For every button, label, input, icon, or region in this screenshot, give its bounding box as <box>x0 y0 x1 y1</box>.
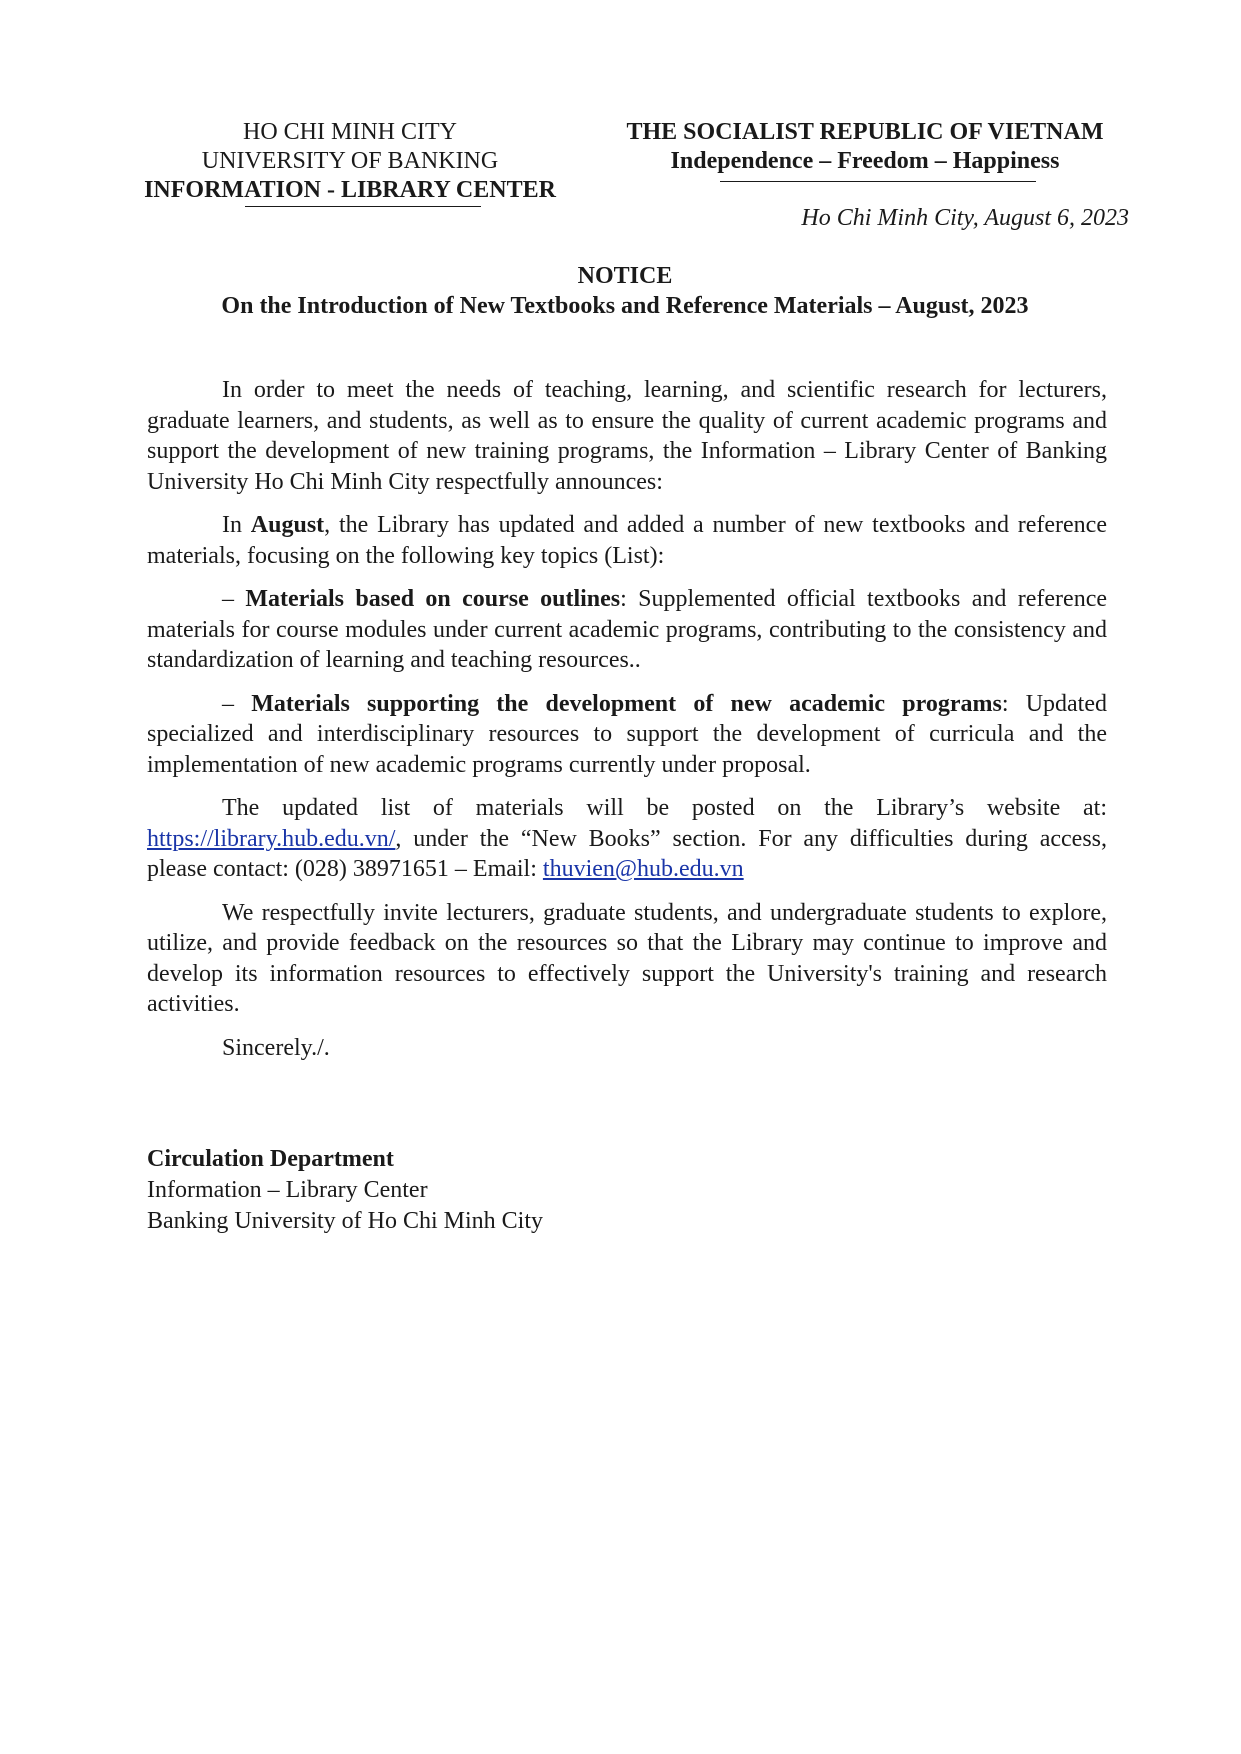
notice-title: NOTICE <box>577 263 673 289</box>
p4-text: : Updated specialized and interdisciplinary resources to support the development of curricula and the implementation of new academic programs currently under proposal. <box>147 690 1108 778</box>
signature-center: Information – Library Center <box>147 1177 428 1203</box>
paragraph-intro: In order to meet the needs of teaching, learning, and scientific research for lecturers, graduate learners, and students, as well as to ensure the quality of current academic programs and support the development of new training programs, the Information – Library Center of Banking University Ho Chi Minh City respectfully announces: <box>147 377 1107 495</box>
p5-prefix: The updated list of materials will be posted on the Library’s website at: <box>222 795 1107 821</box>
notice-title-block <box>130 261 1120 321</box>
paragraph-august-update <box>147 510 1107 571</box>
signature-university: Banking University of Ho Chi Minh City <box>147 1208 543 1234</box>
motto-underline <box>720 181 1036 182</box>
p3-heading: Materials based on course outlines <box>245 586 621 612</box>
p2-suffix: , the Library has updated and added a number of new textbooks and reference materials, focusing on the following key topics (List): <box>147 512 1107 569</box>
issuer-city: HO CHI MINH CITY <box>243 119 457 145</box>
national-title: THE SOCIALIST REPUBLIC OF VIETNAM <box>626 119 1104 145</box>
notice-subtitle: On the Introduction of New Textbooks and Reference Materials – August, 2023 <box>221 293 1029 319</box>
document-date: Ho Chi Minh City, August 6, 2023 <box>801 205 1129 231</box>
issuer-university: UNIVERSITY OF BANKING <box>201 148 499 174</box>
signature-block <box>147 1144 543 1237</box>
p3-dash: – <box>222 586 246 612</box>
national-motto: Independence – Freedom – Happiness <box>670 148 1060 174</box>
p4-heading: Materials supporting the development of new academic programs <box>251 690 1002 717</box>
paragraph-new-programs <box>147 689 1107 781</box>
issuer-underline <box>245 206 481 207</box>
library-email-link[interactable]: thuvien@hub.edu.vn <box>542 856 744 882</box>
paragraph-closing: Sincerely./. <box>222 1034 330 1061</box>
p2-month: August <box>250 512 325 538</box>
p2-prefix: In <box>222 512 251 538</box>
p3-text: : Supplemented official textbooks and reference materials for course modules under current academic programs, contributing to the consistency and standardization of learning and teaching resources.. <box>147 586 1108 673</box>
national-header <box>600 118 1130 176</box>
paragraph-course-outlines <box>147 584 1107 676</box>
paragraph-invitation: We respectfully invite lecturers, graduate students, and undergraduate students to explore, utilize, and provide feedback on the resources so that the Library may continue to improve and develop its information resources to effectively support the University's training and research activities. <box>147 899 1107 1017</box>
paragraph-website <box>147 793 1107 885</box>
library-website-link[interactable]: https://library.hub.edu.vn/ <box>147 825 396 852</box>
p5-middle: , under the “New Books” section. For any difficulties during access, please contact: (028) 38971651 – Email: <box>147 825 1107 882</box>
issuer-header <box>130 118 570 205</box>
notice-body <box>147 375 1107 1076</box>
p4-dash: – <box>222 690 252 717</box>
issuer-center: INFORMATION - LIBRARY CENTER <box>144 177 556 203</box>
signature-department: Circulation Department <box>147 1146 394 1172</box>
